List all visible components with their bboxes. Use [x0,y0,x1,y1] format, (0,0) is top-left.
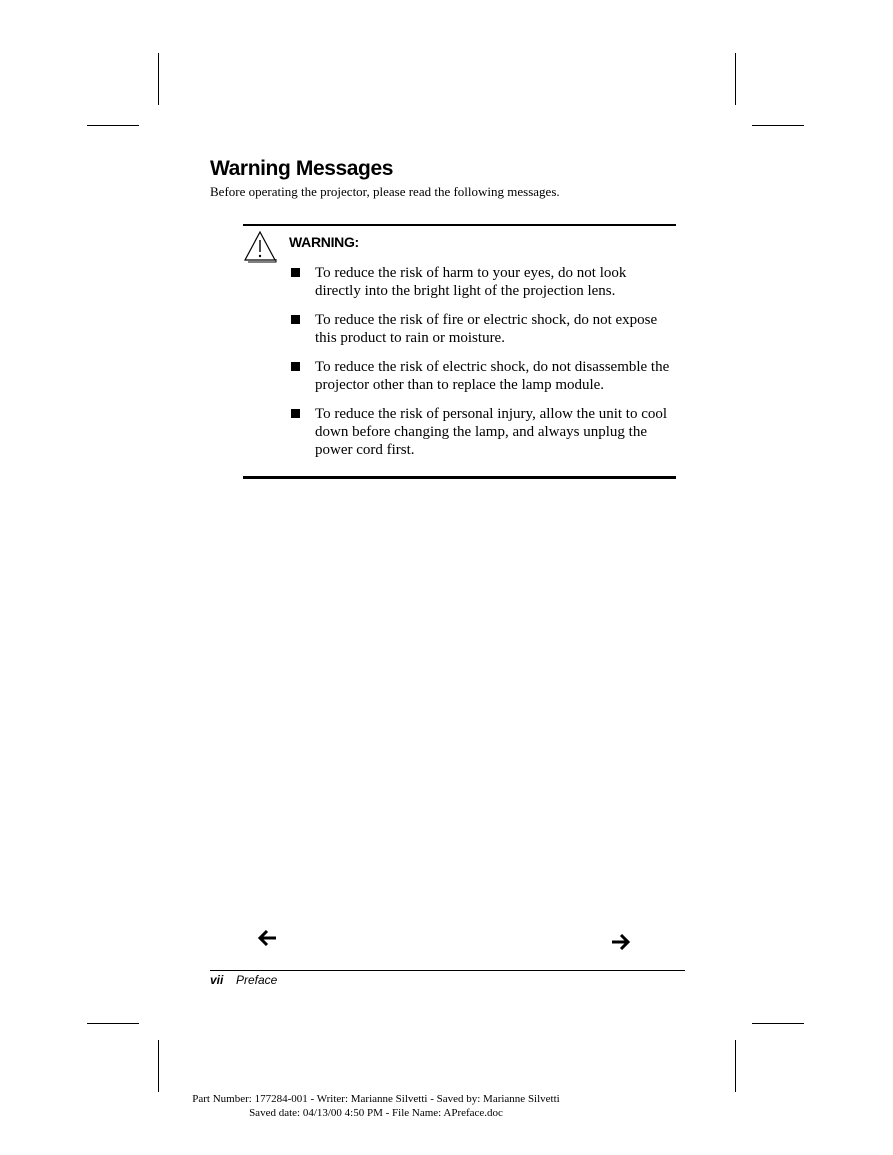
bullet-square-icon [291,315,300,324]
list-item [289,358,674,394]
crop-mark [87,125,139,126]
bullet-square-icon [291,362,300,371]
list-item [289,311,674,347]
list-item [289,264,674,300]
section-name: Preface [236,973,278,987]
crop-mark [752,125,804,126]
crop-mark [158,1040,159,1092]
crop-mark [735,53,736,105]
document-meta-line2: Saved date: 04/13/00 4:50 PM - File Name: APreface.doc [249,1107,503,1119]
crop-mark [752,1023,804,1024]
list-item-text: To reduce the risk of harm to your eyes, do not look directly into the bright light of the projection lens. [315,265,627,299]
arrow-left-icon[interactable] [257,930,277,946]
page-number: vii [210,973,224,987]
list-item-text: To reduce the risk of electric shock, do not disassemble the projector other than to replace the lamp module. [315,359,670,393]
warning-list [289,264,674,470]
bullet-square-icon [291,409,300,418]
warning-box [243,224,676,479]
footer-divider [210,970,685,971]
list-item-text: To reduce the risk of personal injury, allow the unit to cool down before changing the lamp, and always unplug the power cord first. [315,406,668,458]
arrow-right-icon[interactable] [611,934,631,950]
crop-mark [158,53,159,105]
crop-mark [735,1040,736,1092]
intro-text: Before operating the projector, please read the following messages. [210,184,560,199]
bullet-square-icon [291,268,300,277]
list-item-text: To reduce the risk of fire or electric shock, do not expose this product to rain or moisture. [315,312,658,346]
page-heading: Warning Messages [210,157,394,180]
warning-label: WARNING: [289,234,359,250]
list-item [289,405,674,459]
warning-triangle-icon [243,229,277,263]
crop-mark [87,1023,139,1024]
document-meta-line1: Part Number: 177284-001 - Writer: Marianne Silvetti - Saved by: Marianne Silvetti [192,1093,560,1105]
